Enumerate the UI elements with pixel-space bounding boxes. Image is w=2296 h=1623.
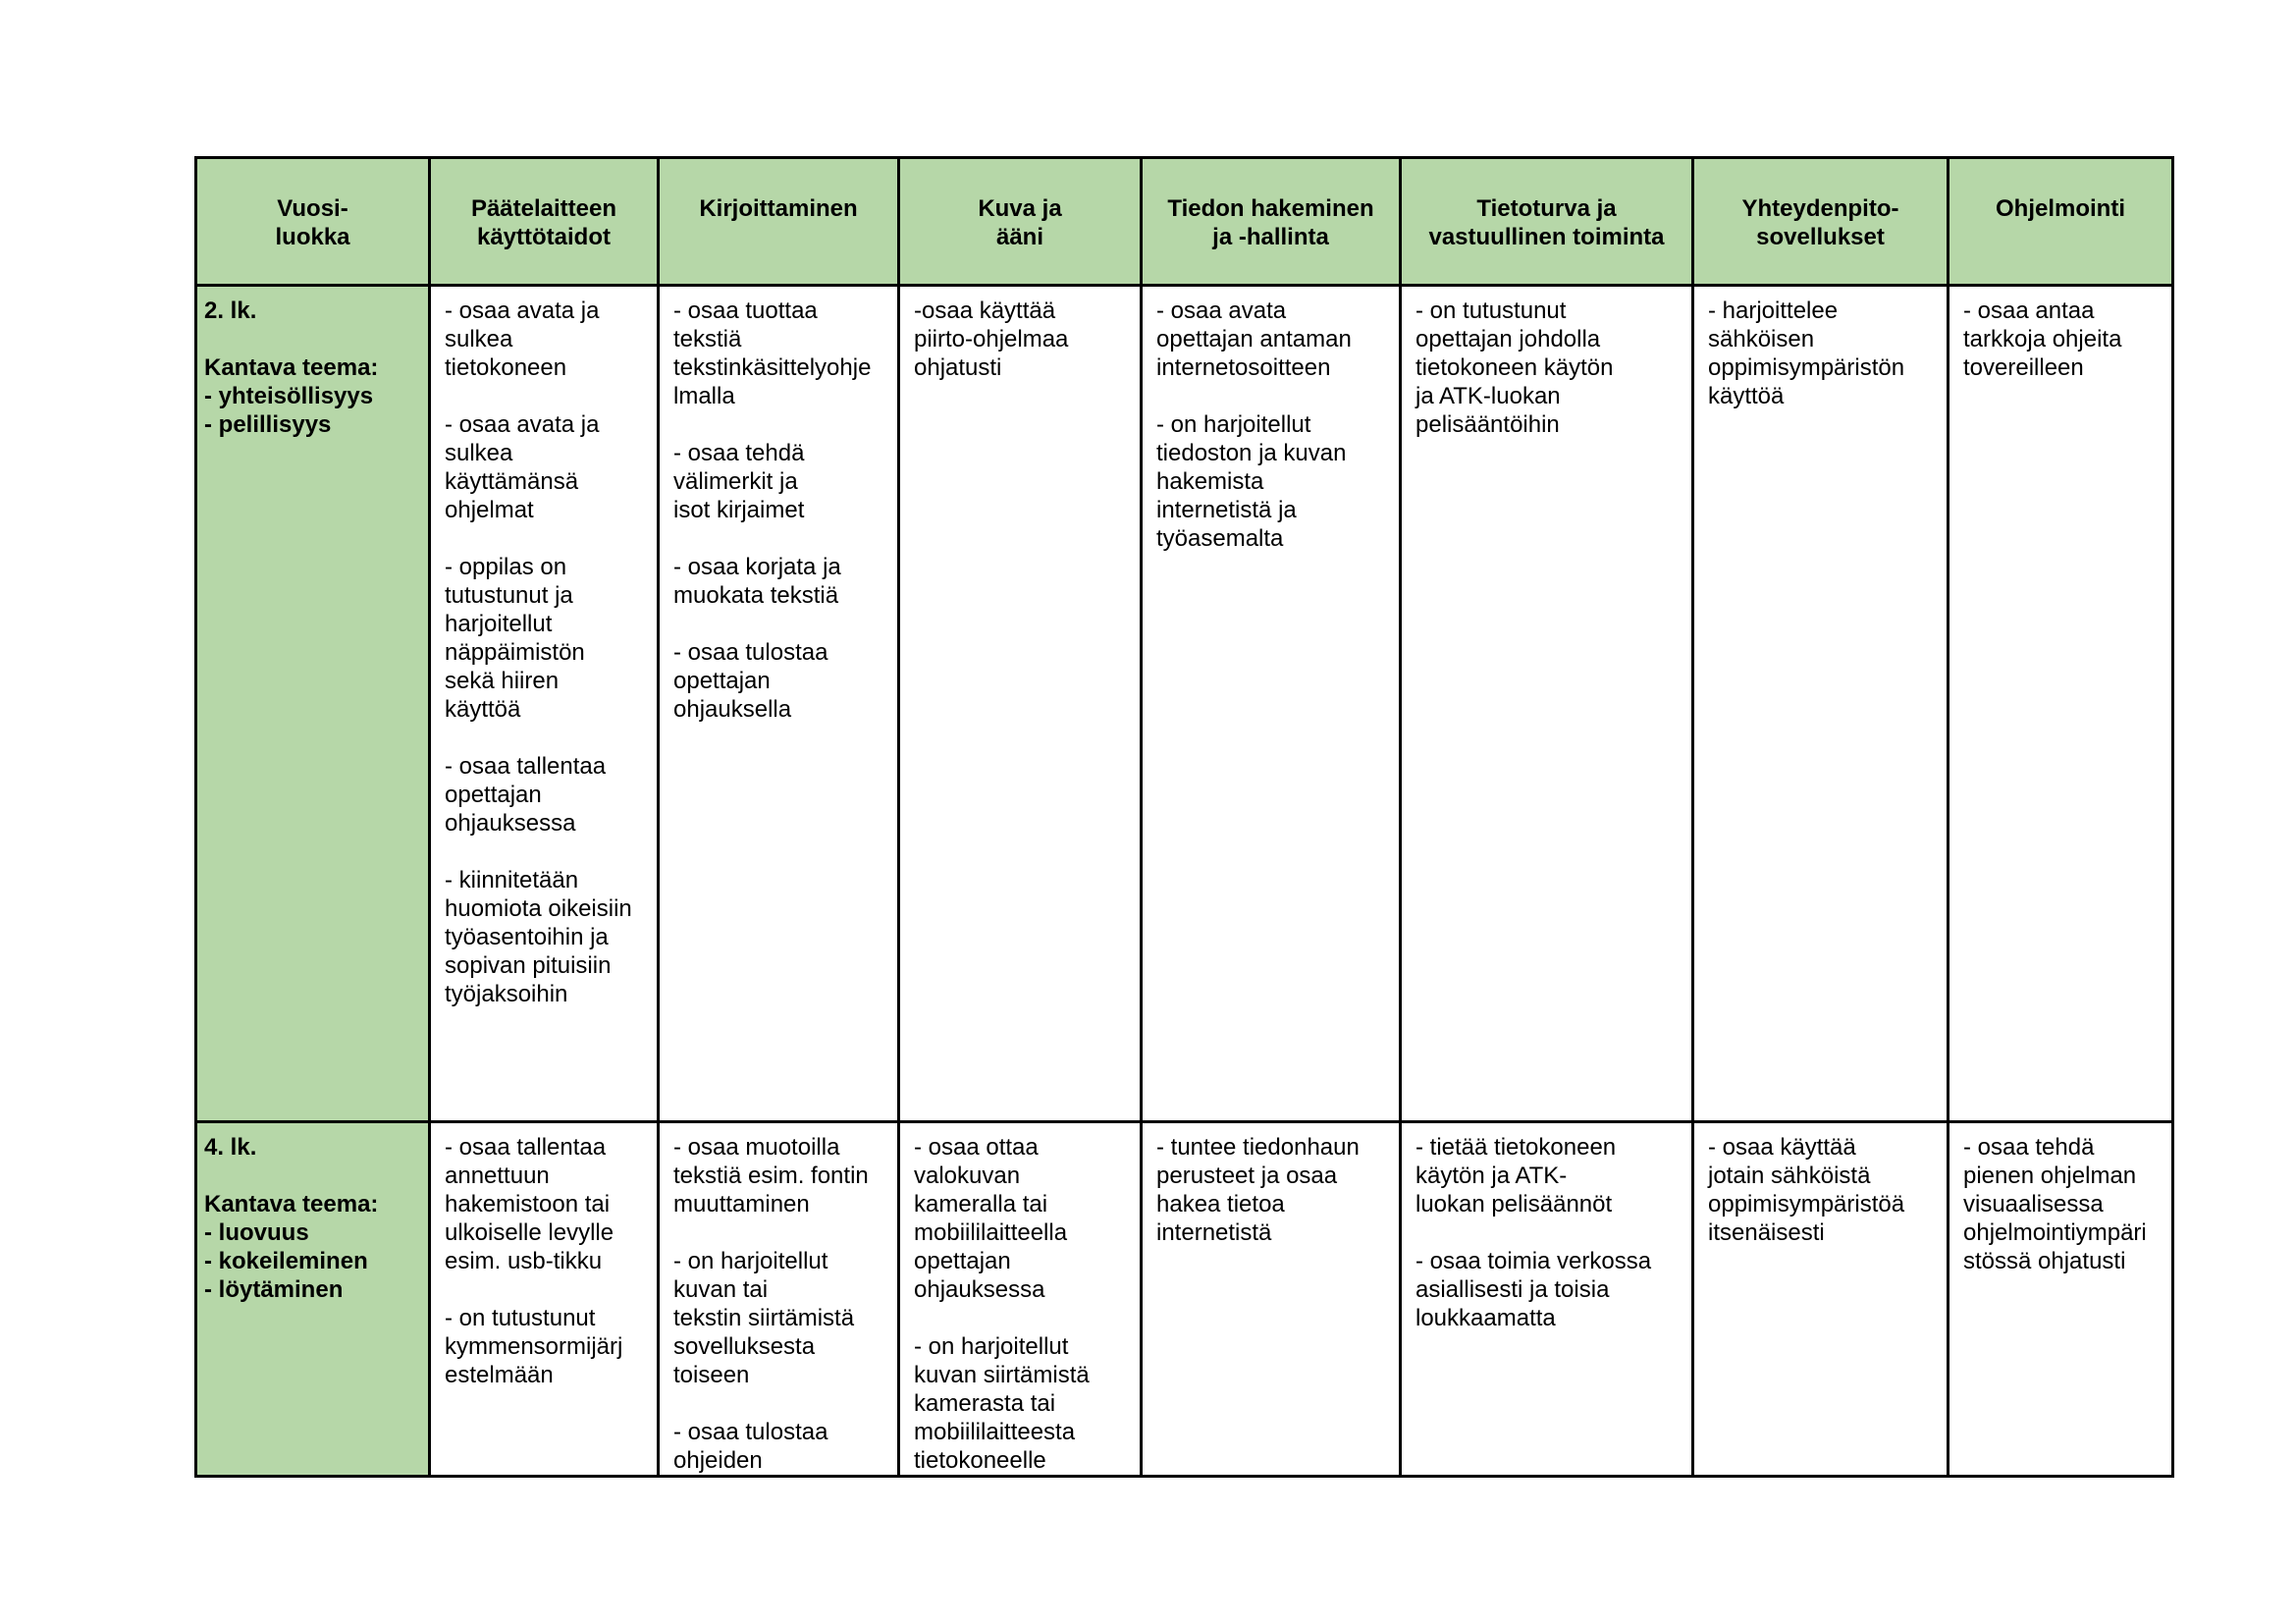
skill-line: - kiinnitetään (445, 867, 579, 893)
header-grade: Vuosi- luokka (196, 158, 430, 286)
skill-line: työasentoihin ja (445, 924, 609, 950)
skill-line: annettuun (445, 1163, 550, 1189)
cell-information-search (1142, 1122, 1401, 1477)
skill-line: tovereilleen (1963, 354, 2084, 381)
skill-item (445, 410, 657, 524)
skill-line: tutustunut ja (445, 582, 573, 609)
skill-item (914, 297, 1140, 382)
skill-line: tekstiä (673, 326, 742, 352)
skill-line: ohjelmat (445, 497, 534, 523)
header-security: Tietoturva ja vastuullinen toiminta (1401, 158, 1693, 286)
skill-line: internetistä (1156, 1219, 1272, 1246)
skill-line: - osaa avata ja (445, 411, 600, 438)
skill-item (1963, 297, 2171, 382)
skill-item (1156, 297, 1399, 382)
skill-line: sopivan pituisiin (445, 952, 612, 979)
skill-line: asiallisesti ja toisia (1415, 1276, 1610, 1303)
skill-line: - osaa avata ja (445, 298, 600, 324)
skill-line: -osaa käyttää (914, 298, 1056, 324)
skill-line: työjaksoihin (445, 981, 568, 1007)
skill-line: välimerkit ja (673, 468, 798, 495)
skill-line: ohjauksessa (445, 810, 576, 837)
skill-line: - tuntee tiedonhaun (1156, 1134, 1360, 1161)
skill-line: visuaalisessa (1963, 1191, 2104, 1217)
skill-item (1415, 1133, 1691, 1218)
skill-line: hakemista (1156, 468, 1264, 495)
skill-line: mobiililaitteesta (914, 1419, 1076, 1445)
skill-line: kymmensormijärj (445, 1333, 623, 1360)
skill-line: opettajan (673, 668, 771, 694)
skill-line: ja ATK-luokan (1415, 383, 1561, 409)
skill-line: kuvan tai (673, 1276, 769, 1303)
skill-line: hakemistoon tai (445, 1191, 611, 1217)
skill-line: isot kirjaimet (673, 497, 805, 523)
grade-cell (196, 1122, 430, 1477)
skill-line: ulkoiselle levylle (445, 1219, 614, 1246)
skill-item (1415, 297, 1691, 439)
skill-line: esim. usb-tikku (445, 1248, 603, 1274)
skill-item (1156, 410, 1399, 553)
skill-line: - osaa tehdä (1963, 1134, 2095, 1161)
skill-line: internetistä ja (1156, 497, 1297, 523)
theme-label: Kantava teema: (204, 354, 379, 381)
skill-item (1963, 1133, 2171, 1275)
skill-line: harjoitellut (445, 611, 553, 637)
cell-security (1401, 1122, 1693, 1477)
skill-item (445, 553, 657, 724)
skill-line: - osaa tuottaa (673, 298, 818, 324)
skill-line: ohjauksella (673, 696, 792, 723)
skill-line: tietokoneelle (914, 1447, 1046, 1474)
skill-item (914, 1332, 1140, 1475)
skill-line: oppimisympäristön (1708, 354, 1905, 381)
skill-line: loukkaamatta (1415, 1305, 1556, 1331)
skill-line: - osaa tallentaa (445, 753, 607, 780)
header-image-sound: Kuva ja ääni (899, 158, 1142, 286)
skill-item (673, 553, 897, 610)
cell-device-skills (430, 1122, 659, 1477)
spacer (204, 1162, 428, 1190)
skill-item (445, 1133, 657, 1275)
skill-line: - on harjoitellut (673, 1248, 828, 1274)
skill-line: oppimisympäristöä (1708, 1191, 1905, 1217)
cell-programming (1949, 286, 2173, 1122)
skill-line: - tietää tietokoneen (1415, 1134, 1617, 1161)
skill-line: - on harjoitellut (1156, 411, 1311, 438)
skill-line: - osaa tulostaa (673, 639, 828, 666)
skill-line: - osaa käyttää (1708, 1134, 1856, 1161)
grade-cell (196, 286, 430, 1122)
theme-label: Kantava teema: (204, 1191, 379, 1217)
skill-line: työasemalta (1156, 525, 1284, 552)
skill-item (1415, 1247, 1691, 1332)
skill-line: opettajan (445, 782, 542, 808)
skill-line: tiedoston ja kuvan (1156, 440, 1347, 466)
header-device-skills: Päätelaitteen käyttötaidot (430, 158, 659, 286)
skill-line: käytön ja ATK- (1415, 1163, 1568, 1189)
cell-writing (659, 1122, 899, 1477)
skill-line: - osaa antaa (1963, 298, 2095, 324)
skill-line: - osaa tallentaa (445, 1134, 607, 1161)
skill-line: opettajan johdolla (1415, 326, 1601, 352)
skill-line: opettajan antaman (1156, 326, 1352, 352)
skill-line: tekstiä esim. fontin (673, 1163, 869, 1189)
skill-line: pienen ohjelman (1963, 1163, 2137, 1189)
header-programming: Ohjelmointi (1949, 158, 2173, 286)
skill-line: sovelluksesta (673, 1333, 816, 1360)
skill-line: - on harjoitellut (914, 1333, 1069, 1360)
theme-item: - yhteisöllisyys (204, 383, 374, 409)
skill-item (1708, 297, 1947, 410)
skill-line: - on tutustunut (445, 1305, 596, 1331)
skill-line: tietokoneen (445, 354, 567, 381)
skill-line: - on tutustunut (1415, 298, 1567, 324)
skill-item (673, 1418, 897, 1475)
skill-line: tarkkoja ohjeita (1963, 326, 2122, 352)
skill-line: - oppilas on (445, 554, 567, 580)
skill-line: perusteet ja osaa (1156, 1163, 1338, 1189)
grade-label: 4. lk. (204, 1134, 257, 1161)
cell-communication-apps (1693, 1122, 1949, 1477)
table-row (196, 286, 2173, 1122)
skill-line: - osaa muotoilla (673, 1134, 840, 1161)
skill-line: mobiililaitteella (914, 1219, 1068, 1246)
header-information-search: Tiedon hakeminen ja -hallinta (1142, 158, 1401, 286)
skill-line: - osaa tehdä (673, 440, 805, 466)
cell-information-search (1142, 286, 1401, 1122)
theme-item: - löytäminen (204, 1276, 344, 1303)
theme-item: - luovuus (204, 1219, 309, 1246)
skill-line: estelmään (445, 1362, 554, 1388)
cell-image-sound (899, 1122, 1142, 1477)
skill-line: valokuvan (914, 1163, 1021, 1189)
skill-line: tekstinkäsittelyohje (673, 354, 872, 381)
skill-item (1708, 1133, 1947, 1247)
skill-line: huomiota oikeisiin (445, 895, 632, 922)
cell-programming (1949, 1122, 2173, 1477)
skill-line: kuvan siirtämistä (914, 1362, 1090, 1388)
skill-item (445, 752, 657, 838)
skill-item (445, 1304, 657, 1389)
theme-item: - pelillisyys (204, 411, 332, 438)
cell-writing (659, 286, 899, 1122)
skill-line: luokan pelisäännöt (1415, 1191, 1613, 1217)
skill-line: käyttämänsä (445, 468, 579, 495)
skill-line: - osaa toimia verkossa (1415, 1248, 1652, 1274)
skill-line: toiseen (673, 1362, 750, 1388)
skill-line: pelisääntöihin (1415, 411, 1560, 438)
skill-line: stössä ohjatusti (1963, 1248, 2126, 1274)
skill-line: muokata tekstiä (673, 582, 839, 609)
curriculum-table (194, 156, 2174, 1478)
skill-line: ohjatusti (914, 354, 1002, 381)
skill-line: - osaa korjata ja (673, 554, 841, 580)
skill-line: kamerasta tai (914, 1390, 1056, 1417)
skill-item (673, 297, 897, 410)
skill-item (673, 1133, 897, 1218)
skill-line: tietokoneen käytön (1415, 354, 1614, 381)
table-row (196, 1122, 2173, 1477)
skill-line: tekstin siirtämistä (673, 1305, 855, 1331)
theme-item: - kokeileminen (204, 1248, 368, 1274)
skill-item (673, 439, 897, 524)
skill-line: - harjoittelee (1708, 298, 1839, 324)
skill-item (914, 1133, 1140, 1304)
skill-line: sulkea (445, 326, 513, 352)
skill-line: ohjelmointiympäri (1963, 1219, 2147, 1246)
spacer (204, 325, 428, 353)
grade-label: 2. lk. (204, 298, 257, 324)
skill-line: opettajan (914, 1248, 1011, 1274)
skill-line: sähköisen (1708, 326, 1815, 352)
cell-image-sound (899, 286, 1142, 1122)
skill-line: käyttöä (445, 696, 521, 723)
cell-communication-apps (1693, 286, 1949, 1122)
skill-line: jotain sähköistä (1708, 1163, 1871, 1189)
skill-line: kameralla tai (914, 1191, 1048, 1217)
skill-line: lmalla (673, 383, 735, 409)
skill-line: sekä hiiren (445, 668, 560, 694)
header-communication-apps: Yhteydenpito- sovellukset (1693, 158, 1949, 286)
skill-item (673, 638, 897, 724)
cell-security (1401, 286, 1693, 1122)
skill-line: sulkea (445, 440, 513, 466)
skill-line: ohjeiden (673, 1447, 763, 1474)
skill-line: ohjauksessa (914, 1276, 1045, 1303)
skill-item (1156, 1133, 1399, 1247)
skill-line: - osaa tulostaa (673, 1419, 828, 1445)
skill-line: näppäimistön (445, 639, 585, 666)
skill-line: piirto-ohjelmaa (914, 326, 1069, 352)
cell-device-skills (430, 286, 659, 1122)
skill-line: itsenäisesti (1708, 1219, 1825, 1246)
skill-line: muuttaminen (673, 1191, 810, 1217)
header-row (196, 158, 2173, 286)
skill-line: - osaa ottaa (914, 1134, 1039, 1161)
skill-item (445, 866, 657, 1008)
skill-item (445, 297, 657, 382)
skill-line: hakea tietoa (1156, 1191, 1285, 1217)
header-writing: Kirjoittaminen (659, 158, 899, 286)
skill-line: internetosoitteen (1156, 354, 1331, 381)
skill-line: - osaa avata (1156, 298, 1287, 324)
skill-item (673, 1247, 897, 1389)
skill-line: käyttöä (1708, 383, 1785, 409)
